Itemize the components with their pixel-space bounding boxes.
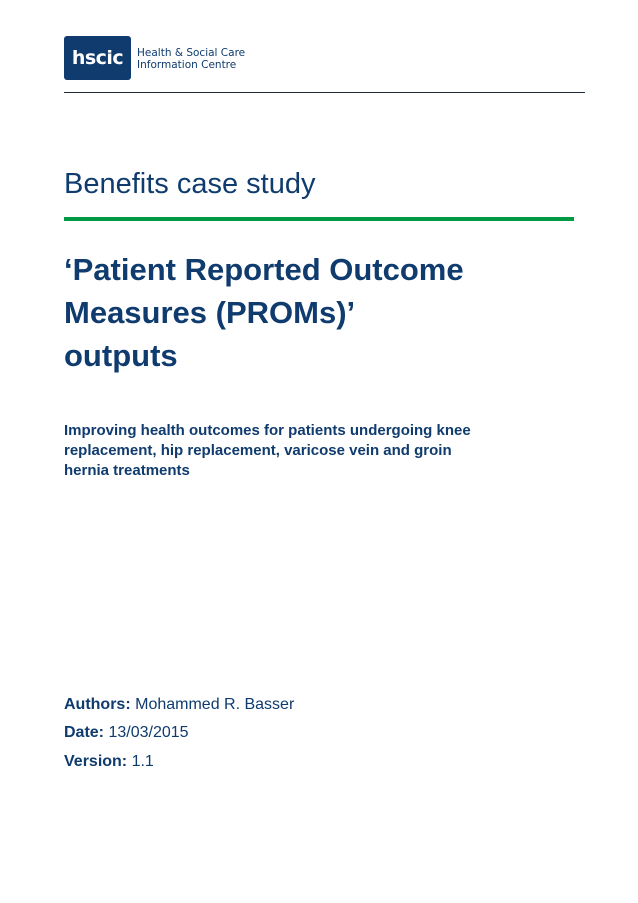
org-name	[137, 47, 245, 71]
version-value: 1.1	[131, 753, 154, 770]
title-line-1: ‘Patient Reported Outcome	[64, 252, 464, 287]
date-row	[64, 724, 189, 742]
subtitle-line-3: hernia treatments	[64, 462, 190, 479]
org-name-line-1: Health & Social Care	[137, 47, 246, 59]
org-name-line-2: Information Centre	[137, 59, 237, 71]
title-line-2: Measures (PROMs)’	[64, 295, 356, 330]
document-subtitle	[64, 421, 584, 481]
logo-mark-text: hscic	[71, 47, 124, 69]
accent-divider	[64, 217, 574, 221]
authors-value: Mohammed R. Basser	[135, 696, 295, 713]
header-divider	[64, 92, 585, 93]
hscic-logo	[64, 36, 131, 80]
subtitle-line-2: replacement, hip replacement, varicose vein and groin	[64, 442, 452, 459]
subtitle-line-1: Improving health outcomes for patients undergoing knee	[64, 422, 471, 439]
document-type: Benefits case study	[64, 168, 316, 200]
title-line-3: outputs	[64, 338, 178, 373]
authors-label: Authors:	[64, 696, 136, 713]
date-label: Date:	[64, 724, 109, 741]
date-value: 13/03/2015	[108, 724, 189, 741]
authors-row	[64, 696, 294, 714]
document-title	[64, 248, 604, 377]
version-label: Version:	[64, 753, 132, 770]
version-row	[64, 753, 154, 771]
